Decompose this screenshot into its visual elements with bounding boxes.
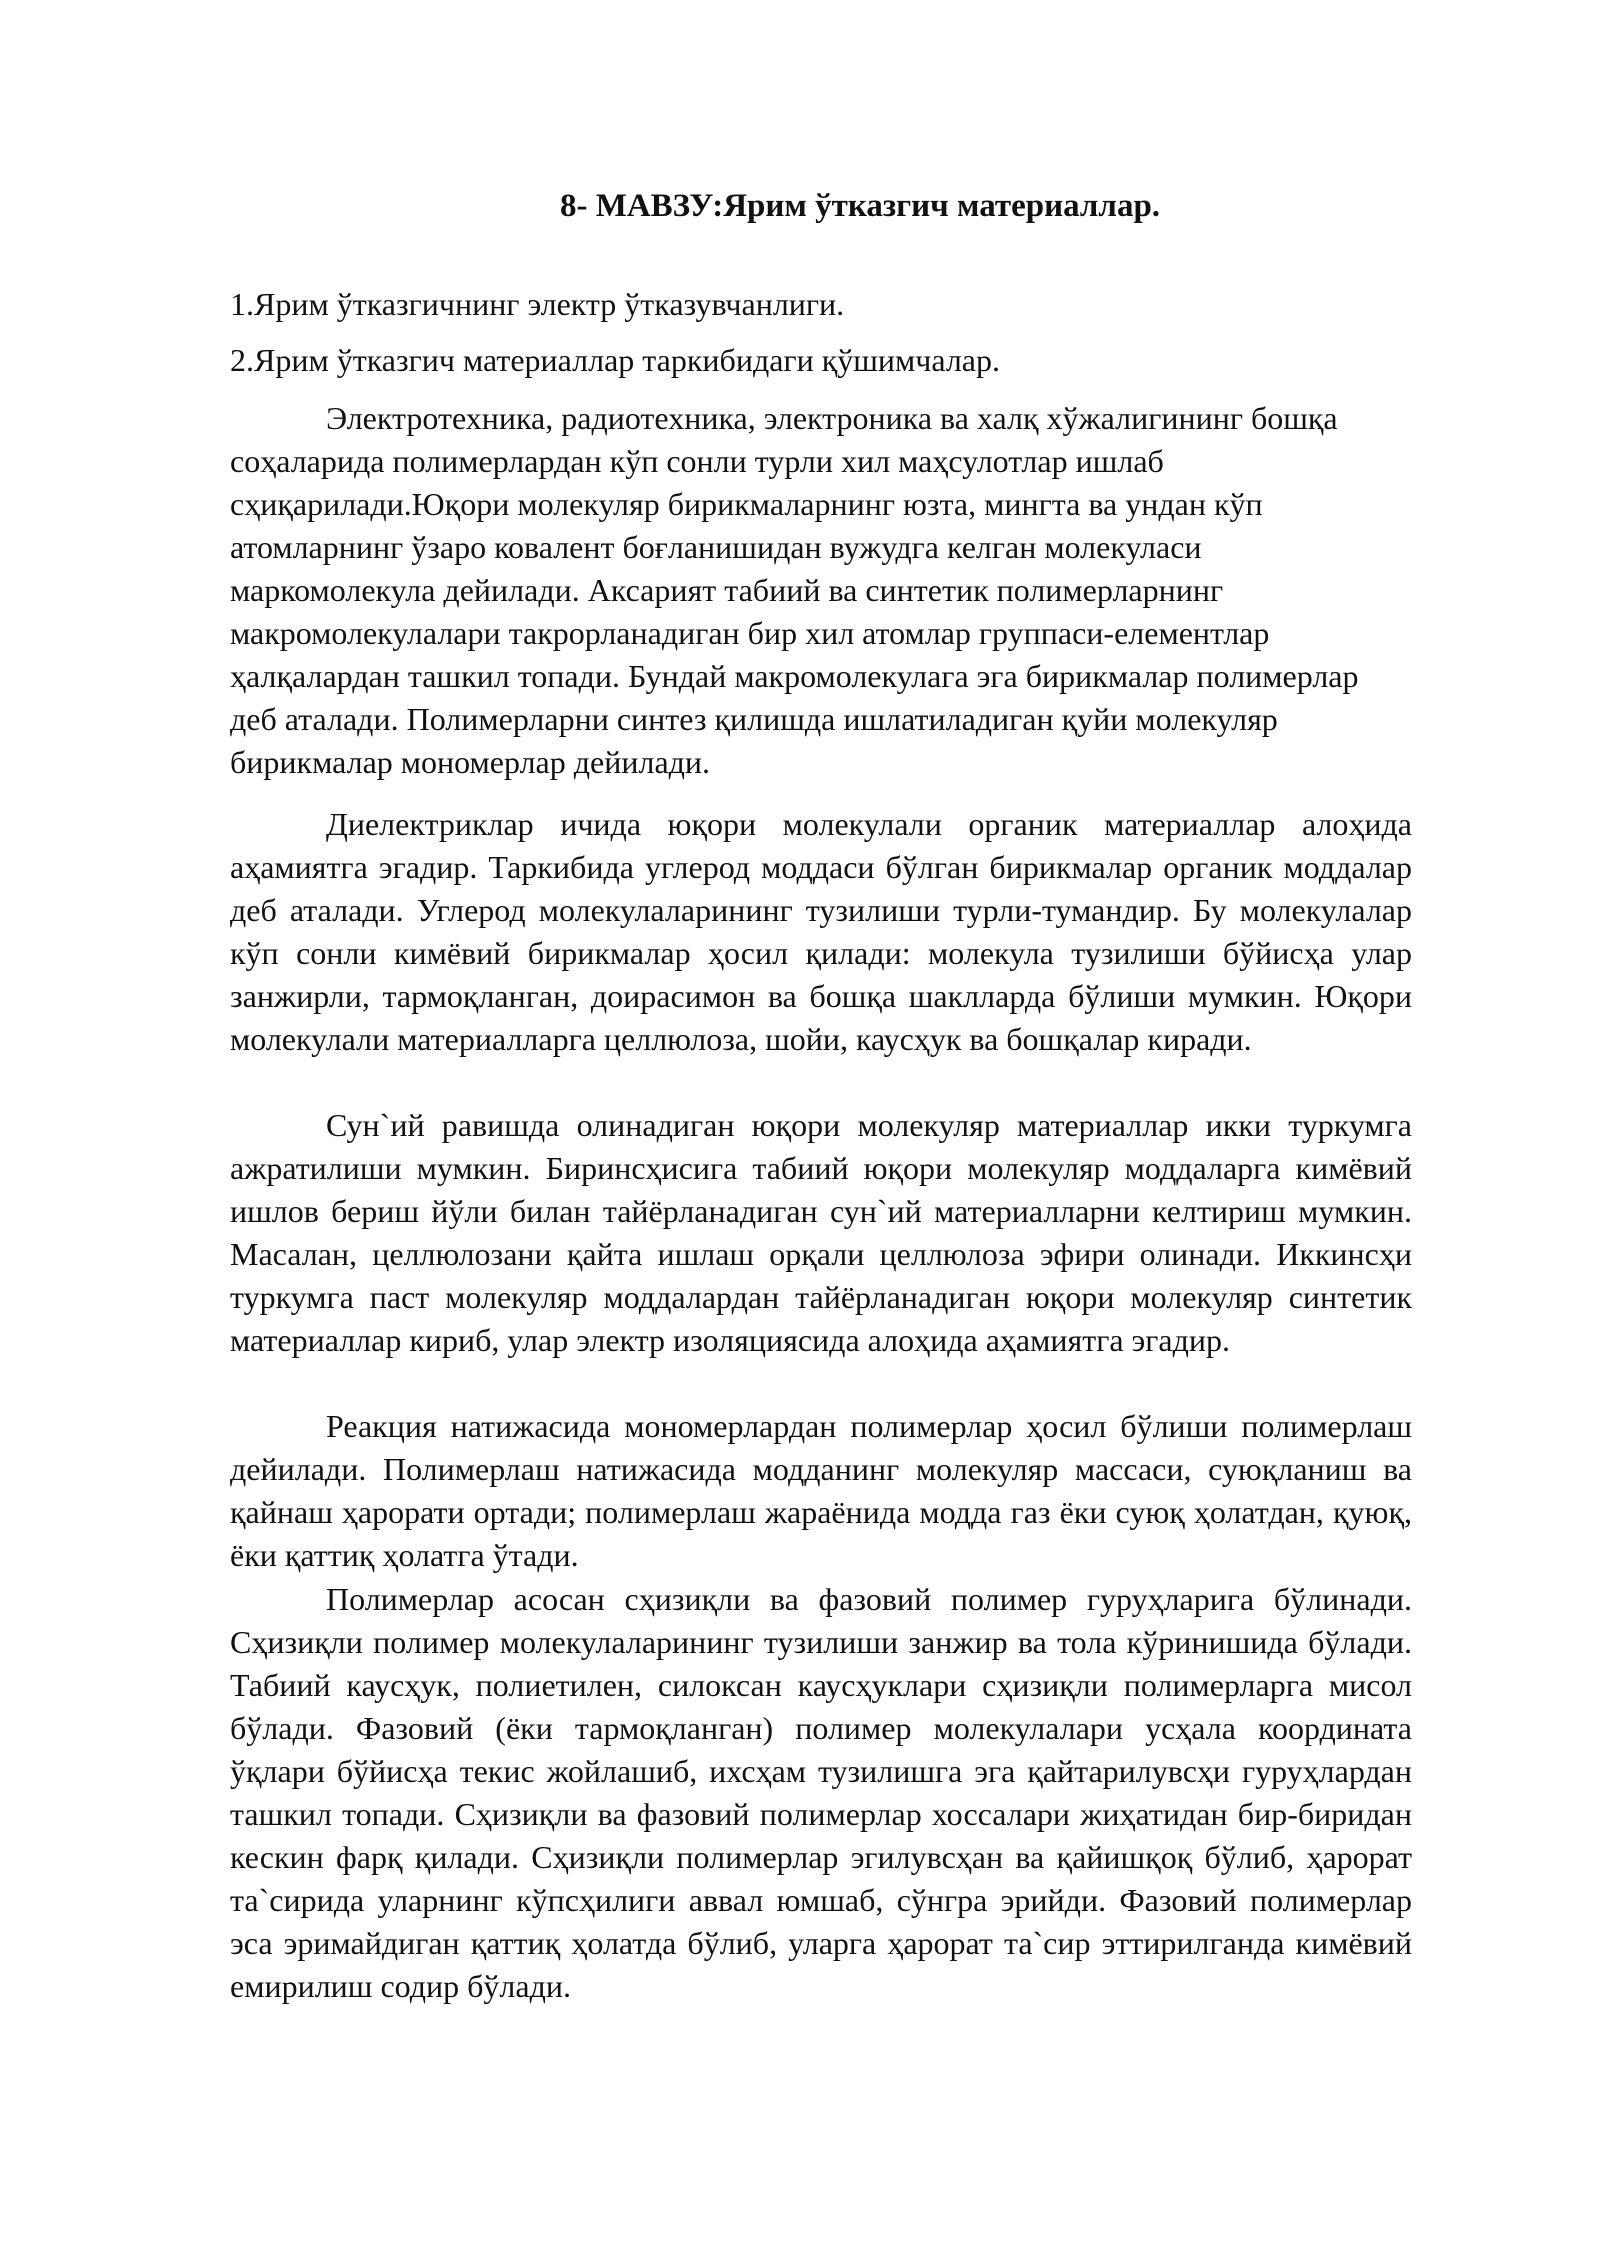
body-paragraph: Электротехника, радиотехника, электроника ва халқ хўжалигининг бошқа соҳаларида полимерлардан кўп сонли турли хил маҳсулотлар ишлаб сҳиқарилади.Юқори молекуляр бирикмаларнинг юзта, мингта ва ундан кўп атомларнинг ўзаро ковалент боғланишидан вужудга келган молекуласи маркомолекула дейилади. Аксарият табиий ва синтетик полимерларнинг макромолекулалари такрорланадиган бир хил атомлар группаси-елементлар ҳалқалардан ташкил топади. Бундай макромолекулага эга бирикмалар полимерлар деб аталади. Полимерларни синтез қилишда ишлатиладиган қуйи молекуляр бирикмалар мономерлар дейилади.: [230, 400, 1359, 780]
document-title: 8- МАВЗУ:Ярим ўтказгич материаллар.: [559, 188, 1161, 224]
body-paragraph: Сун`ий равишда олинадиган юқори молекуляр материаллар икки туркумга ажратилиши мумкин. Биринсҳисига табиий юқори молекуляр моддаларга кимёвий ишлов бериш йўли билан тайёрланадиган сун`ий материалларни келтириш мумкин. Масалан, целлюлозани қайта ишлаш орқали целлюлоза эфири олинади. Иккинсҳи туркумга паст молекуляр моддалардан тайёрланадиган юқори молекуляр синтетик материаллар кириб, улар электр изоляциясида алоҳида аҳамиятга эгадир.: [230, 1107, 1412, 1358]
body-paragraph: Полимерлар асосан сҳизиқли ва фазовий полимер гуруҳларига бўлинади. Сҳизиқли полимер молекулаларининг тузилиши занжир ва тола кўринишида бўлади. Табиий каусҳук, полиетилен, силоксан каусҳуклари сҳизиқли полимерларга мисол бўлади. Фазовий (ёки тармоқланган) полимер молекулалари усҳала координата ўқлари бўйисҳа текис жойлашиб, ихсҳам тузилишга эга қайтарилувсҳи гуруҳлардан ташкил топади. Сҳизиқли ва фазовий полимерлар хоссалари жиҳатидан бир-биридан кескин фарқ қилади. Сҳизиқли полимерлар эгилувсҳан ва қайишқоқ бўлиб, ҳарорат та`сирида уларнинг кўпсҳилиги аввал юмшаб, сўнгра эрийди. Фазовий полимерлар эса эримайдиган қаттиқ ҳолатда бўлиб, уларга ҳарорат та`сир эттирилганда кимёвий емирилиш содир бўлади.: [230, 1581, 1412, 2004]
body-paragraph: Диелектриклар ичида юқори молекулали органик материаллар алоҳида аҳамиятга эгадир. Таркибида углерод моддаси бўлган бирикмалар органик моддалар деб аталади. Углерод молекулаларининг тузилиши турли-тумандир. Бу молекулалар кўп сонли кимёвий бирикмалар ҳосил қилади: молекула тузилиши бўйисҳа улар занжирли, тармоқланган, доирасимон ва бошқа шаклларда бўлиши мумкин. Юқори молекулали материалларга целлюлоза, шойи, каусҳук ва бошқалар киради.: [230, 806, 1412, 1057]
body-paragraph: Реакция натижасида мономерлардан полимерлар ҳосил бўлиши полимерлаш дейилади. Полимерлаш натижасида модданинг молекуляр массаси, суюқланиш ва қайнаш ҳарорати ортади; полимерлаш жараёнида модда газ ёки суюқ ҳолатдан, қуюқ, ёки қаттиқ ҳолатга ўтади.: [230, 1408, 1412, 1573]
plan-item: 2.Ярим ўтказгич материаллар таркибидаги қўшимчалар.: [230, 342, 1000, 378]
plan-item: 1.Ярим ўтказгичнинг электр ўтказувчанлиги.: [230, 286, 845, 322]
